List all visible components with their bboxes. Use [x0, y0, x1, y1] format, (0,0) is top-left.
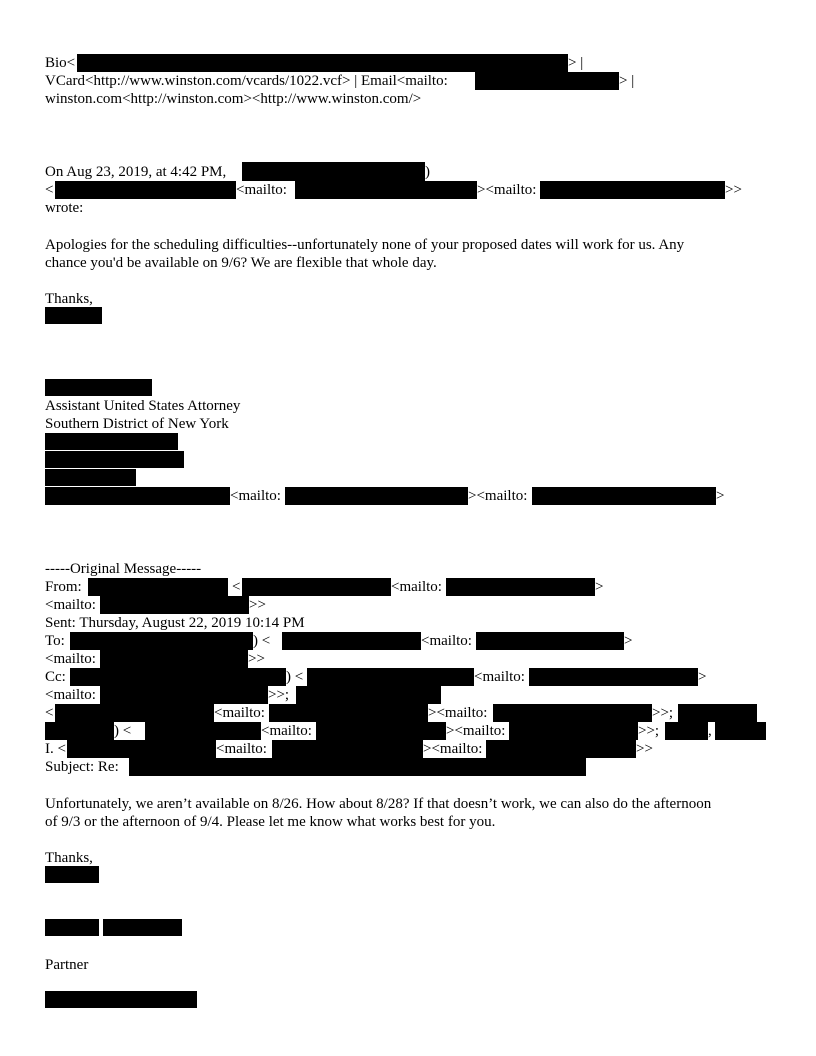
cc3-semi-end: >>;: [638, 723, 660, 739]
redaction-box: [55, 704, 214, 722]
redaction-box: [55, 181, 236, 199]
redaction-box: [45, 722, 114, 740]
redaction-box: [45, 469, 136, 486]
from-label: From:: [45, 579, 82, 595]
original-divider: -----Original Message-----: [45, 561, 202, 577]
sent-line: Sent: Thursday, August 22, 2019 10:14 PM: [45, 615, 305, 631]
redaction-box: [242, 578, 391, 596]
partner-title: Partner: [45, 957, 89, 973]
redaction-box: [100, 596, 249, 614]
redaction-box: [307, 668, 474, 686]
bio-suffix: > |: [568, 55, 584, 71]
reply-mailto-2: ><mailto:: [477, 182, 537, 198]
cc2-mailto-mid: ><mailto:: [428, 705, 488, 721]
reply-wrote: wrote:: [45, 200, 84, 216]
redaction-box: [45, 451, 184, 468]
cc3-mailto-mid: ><mailto:: [446, 723, 506, 739]
original-body-line-1: Unfortunately, we aren’t available on 8/26. How about 8/28? If that doesn’t work, we can also do the afternoon: [45, 796, 712, 812]
signature-mailto-2: ><mailto:: [468, 488, 528, 504]
from-gt: >: [595, 579, 604, 595]
original-thanks: Thanks,: [45, 850, 93, 866]
redaction-box: [446, 578, 595, 596]
redaction-box: [316, 722, 446, 740]
cc-label: Cc:: [45, 669, 66, 685]
winston-link-line: winston.com<http://winston.com><http://www.winston.com/>: [45, 91, 422, 107]
from-lt: <: [232, 579, 241, 595]
signature-title: Assistant United States Attorney: [45, 398, 241, 414]
cc-mailto: <mailto:: [474, 669, 525, 685]
cc-gt: >: [698, 669, 707, 685]
redaction-box: [269, 704, 428, 722]
to-mailto: <mailto:: [421, 633, 472, 649]
redaction-box: [509, 722, 638, 740]
cc4-mailto: <mailto:: [216, 741, 267, 757]
cc2-semi-end: >>;: [652, 705, 674, 721]
cc-paren: ) <: [286, 669, 304, 685]
redaction-box: [129, 758, 586, 776]
reply-end: >>: [725, 182, 742, 198]
signature-district: Southern District of New York: [45, 416, 229, 432]
to-label: To:: [45, 633, 65, 649]
cc-end-semi: >>;: [268, 687, 290, 703]
to-paren: ) <: [253, 633, 271, 649]
signature-end: >: [716, 488, 725, 504]
redaction-box: [77, 54, 568, 72]
redaction-box: [282, 632, 421, 650]
redaction-box: [242, 162, 425, 181]
from-mailto-2: <mailto:: [45, 597, 96, 613]
reply-lt: <: [45, 182, 54, 198]
redaction-box: [476, 632, 624, 650]
redaction-box: [45, 866, 99, 883]
redaction-box: [67, 740, 216, 758]
redaction-box: [272, 740, 423, 758]
redaction-box: [715, 722, 766, 740]
redaction-box: [70, 668, 286, 686]
redaction-box: [45, 991, 197, 1008]
redaction-box: [529, 668, 698, 686]
vcard-suffix: > |: [619, 73, 635, 89]
cc3-mailto: <mailto:: [261, 723, 312, 739]
redaction-box: [45, 379, 152, 396]
reply-on-line: On Aug 23, 2019, at 4:42 PM,: [45, 164, 227, 180]
redaction-box: [285, 487, 468, 505]
redaction-box: [486, 740, 636, 758]
cc2-mailto: <mailto:: [214, 705, 265, 721]
cc3-comma: ,: [708, 723, 712, 739]
redaction-box: [45, 307, 102, 324]
reply-body-line-2: chance you'd be available on 9/6? We are flexible that whole day.: [45, 255, 437, 271]
redaction-box: [145, 722, 261, 740]
reply-thanks: Thanks,: [45, 291, 93, 307]
subject-label: Subject: Re:: [45, 759, 119, 775]
reply-body-line-1: Apologies for the scheduling difficulties--unfortunately none of your proposed dates will work for us. Any: [45, 237, 685, 253]
to-end: >>: [248, 651, 265, 667]
cc3-paren: ) <: [114, 723, 132, 739]
redaction-box: [45, 487, 230, 505]
to-gt: >: [624, 633, 633, 649]
reply-mailto-1: <mailto:: [236, 182, 287, 198]
redaction-box: [475, 72, 619, 90]
redaction-box: [100, 686, 268, 704]
redaction-box: [100, 650, 248, 668]
redaction-box: [493, 704, 652, 722]
bio-label: Bio<: [45, 55, 76, 71]
redaction-box: [45, 919, 99, 936]
original-body-line-2: of 9/3 or the afternoon of 9/4. Please let me know what works best for you.: [45, 814, 496, 830]
redaction-box: [295, 181, 477, 199]
redaction-box: [70, 632, 253, 650]
redaction-box: [532, 487, 716, 505]
from-end: >>: [249, 597, 266, 613]
cc-mailto-2: <mailto:: [45, 687, 96, 703]
redaction-box: [665, 722, 708, 740]
redaction-box: [45, 433, 178, 450]
cc4-mailto-mid: ><mailto:: [423, 741, 483, 757]
vcard-email-line: VCard<http://www.winston.com/vcards/1022.vcf> | Email<mailto:: [45, 73, 448, 89]
redaction-box: [678, 704, 757, 722]
redaction-box: [88, 578, 228, 596]
redaction-box: [540, 181, 725, 199]
cc2-lt: <: [45, 705, 54, 721]
to-mailto-2: <mailto:: [45, 651, 96, 667]
reply-close-paren: ): [425, 164, 430, 180]
signature-mailto-1: <mailto:: [230, 488, 281, 504]
cc4-end: >>: [636, 741, 653, 757]
redaction-box: [296, 686, 441, 704]
redaction-box: [103, 919, 182, 936]
from-mailto: <mailto:: [391, 579, 442, 595]
cc4-i-lt: I. <: [45, 741, 66, 757]
